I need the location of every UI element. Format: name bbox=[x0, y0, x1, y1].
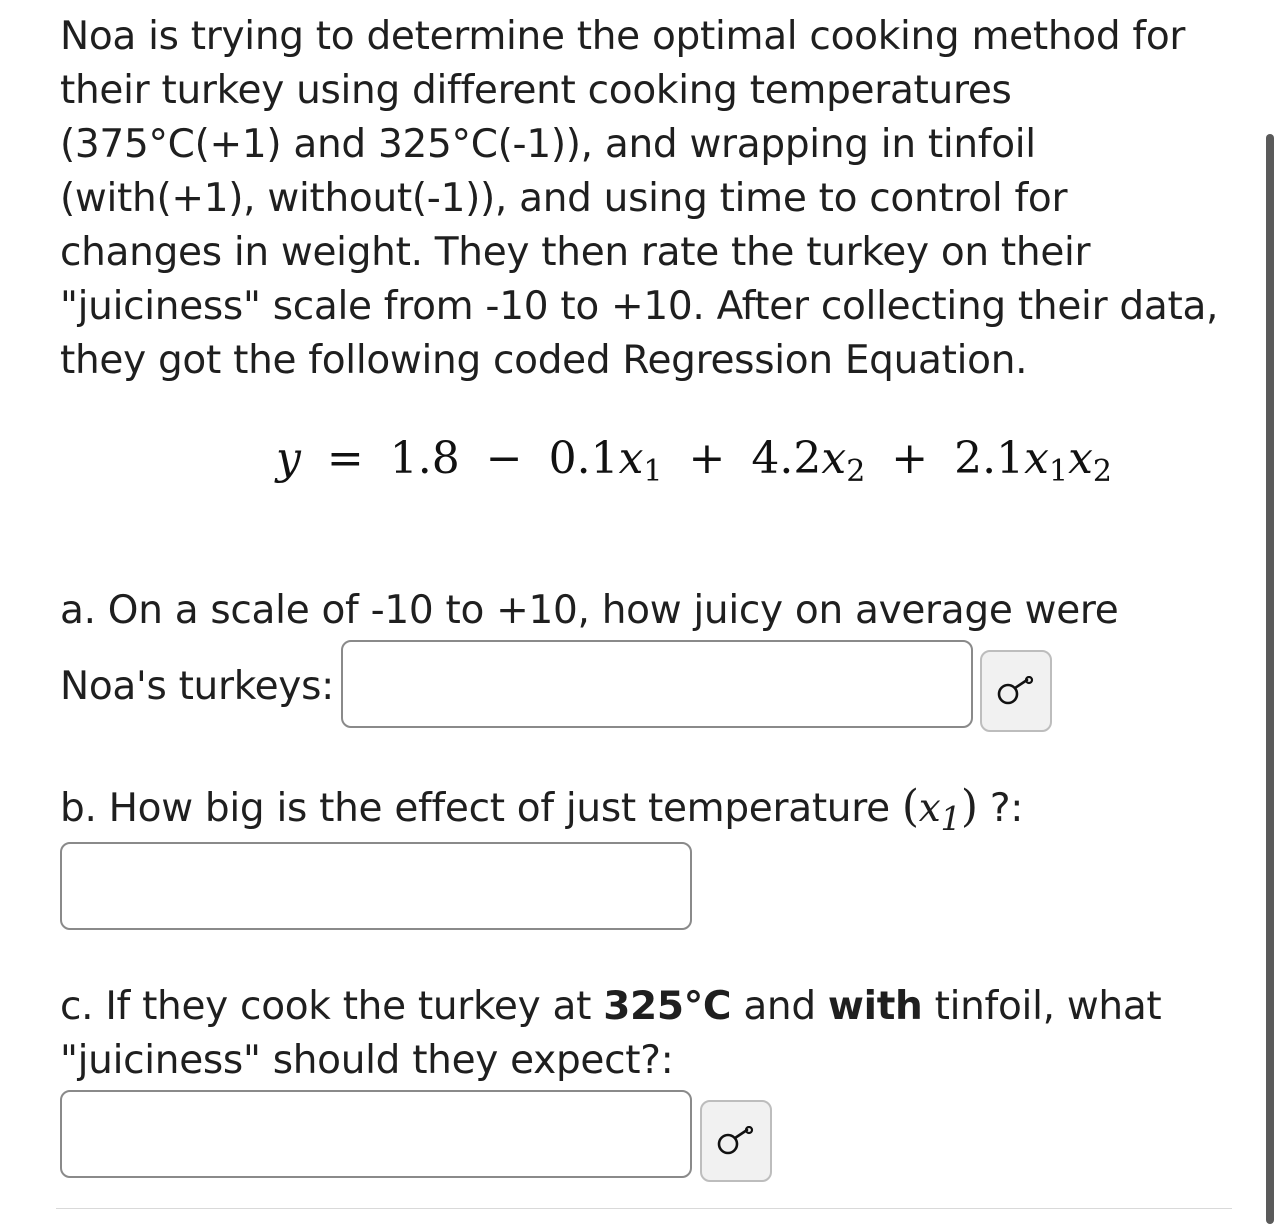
question-a-line1: a. On a scale of -10 to +10, how juicy on average were bbox=[60, 588, 1119, 633]
question-a-line2: Noa's turkeys: bbox=[60, 664, 334, 709]
eq-op-plus-2: + bbox=[891, 433, 929, 484]
key-button-a[interactable] bbox=[980, 650, 1052, 732]
eq-op-plus-1: + bbox=[688, 433, 726, 484]
question-b-text: b. How big is the effect of just temperature bbox=[60, 786, 890, 831]
question-c-middle: and bbox=[731, 984, 828, 1029]
scrollbar-thumb[interactable] bbox=[1266, 134, 1274, 1224]
problem-statement bbox=[60, 10, 1220, 388]
eq-equals: = bbox=[326, 433, 364, 484]
bottom-divider bbox=[56, 1208, 1232, 1209]
eq-intercept: 1.8 bbox=[389, 433, 460, 484]
question-c bbox=[60, 980, 1220, 1088]
eq-x2-sub: 2 bbox=[846, 454, 866, 489]
eq-op-minus: − bbox=[485, 433, 523, 484]
eq-coef-x2: 4.2 bbox=[751, 433, 822, 484]
question-b bbox=[60, 780, 1023, 846]
eq-x1: x bbox=[618, 433, 644, 484]
question-b-suffix: ?: bbox=[977, 786, 1024, 831]
question-b-var: x bbox=[918, 786, 941, 831]
eq-x1x2-b-sub: 2 bbox=[1092, 454, 1112, 489]
answer-a-input[interactable] bbox=[341, 640, 973, 728]
question-b-close-paren: ) bbox=[960, 781, 978, 832]
eq-x2: x bbox=[821, 433, 847, 484]
question-c-suffix: tinfoil, what "juiciness" should they expect?: bbox=[60, 984, 1162, 1083]
question-c-foil: with bbox=[827, 984, 923, 1029]
eq-x1x2-a-sub: 1 bbox=[1048, 454, 1069, 489]
eq-coef-x1: 0.1 bbox=[548, 433, 619, 484]
problem-text: Noa is trying to determine the optimal cooking method for their turkey using different cooking temperatures (375°C(+1) and 325°C(-1)), and wrapping in tinfoil (with(+1), without(-1)), and using time to control for changes in weight. They then rate the turkey on their "juiciness" scale from -10 to +10. After collecting their data, they got the following coded Regression Equation. bbox=[60, 14, 1219, 383]
regression-equation bbox=[276, 430, 1112, 501]
key-icon bbox=[716, 1126, 756, 1156]
question-c-prefix: c. If they cook the turkey at bbox=[60, 984, 604, 1029]
eq-x1x2-b: x bbox=[1068, 433, 1093, 484]
eq-x1x2-a: x bbox=[1024, 433, 1049, 484]
answer-c-input[interactable] bbox=[60, 1090, 692, 1178]
key-icon bbox=[996, 676, 1036, 706]
eq-x1-sub: 1 bbox=[643, 454, 663, 489]
eq-y: y bbox=[276, 433, 301, 484]
question-c-temp: 325°C bbox=[603, 984, 732, 1029]
question-b-open-paren: ( bbox=[901, 781, 919, 832]
answer-b-input[interactable] bbox=[60, 842, 692, 930]
eq-coef-x1x2: 2.1 bbox=[954, 433, 1025, 484]
key-button-c[interactable] bbox=[700, 1100, 772, 1182]
question-b-var-sub: 1 bbox=[940, 799, 961, 838]
